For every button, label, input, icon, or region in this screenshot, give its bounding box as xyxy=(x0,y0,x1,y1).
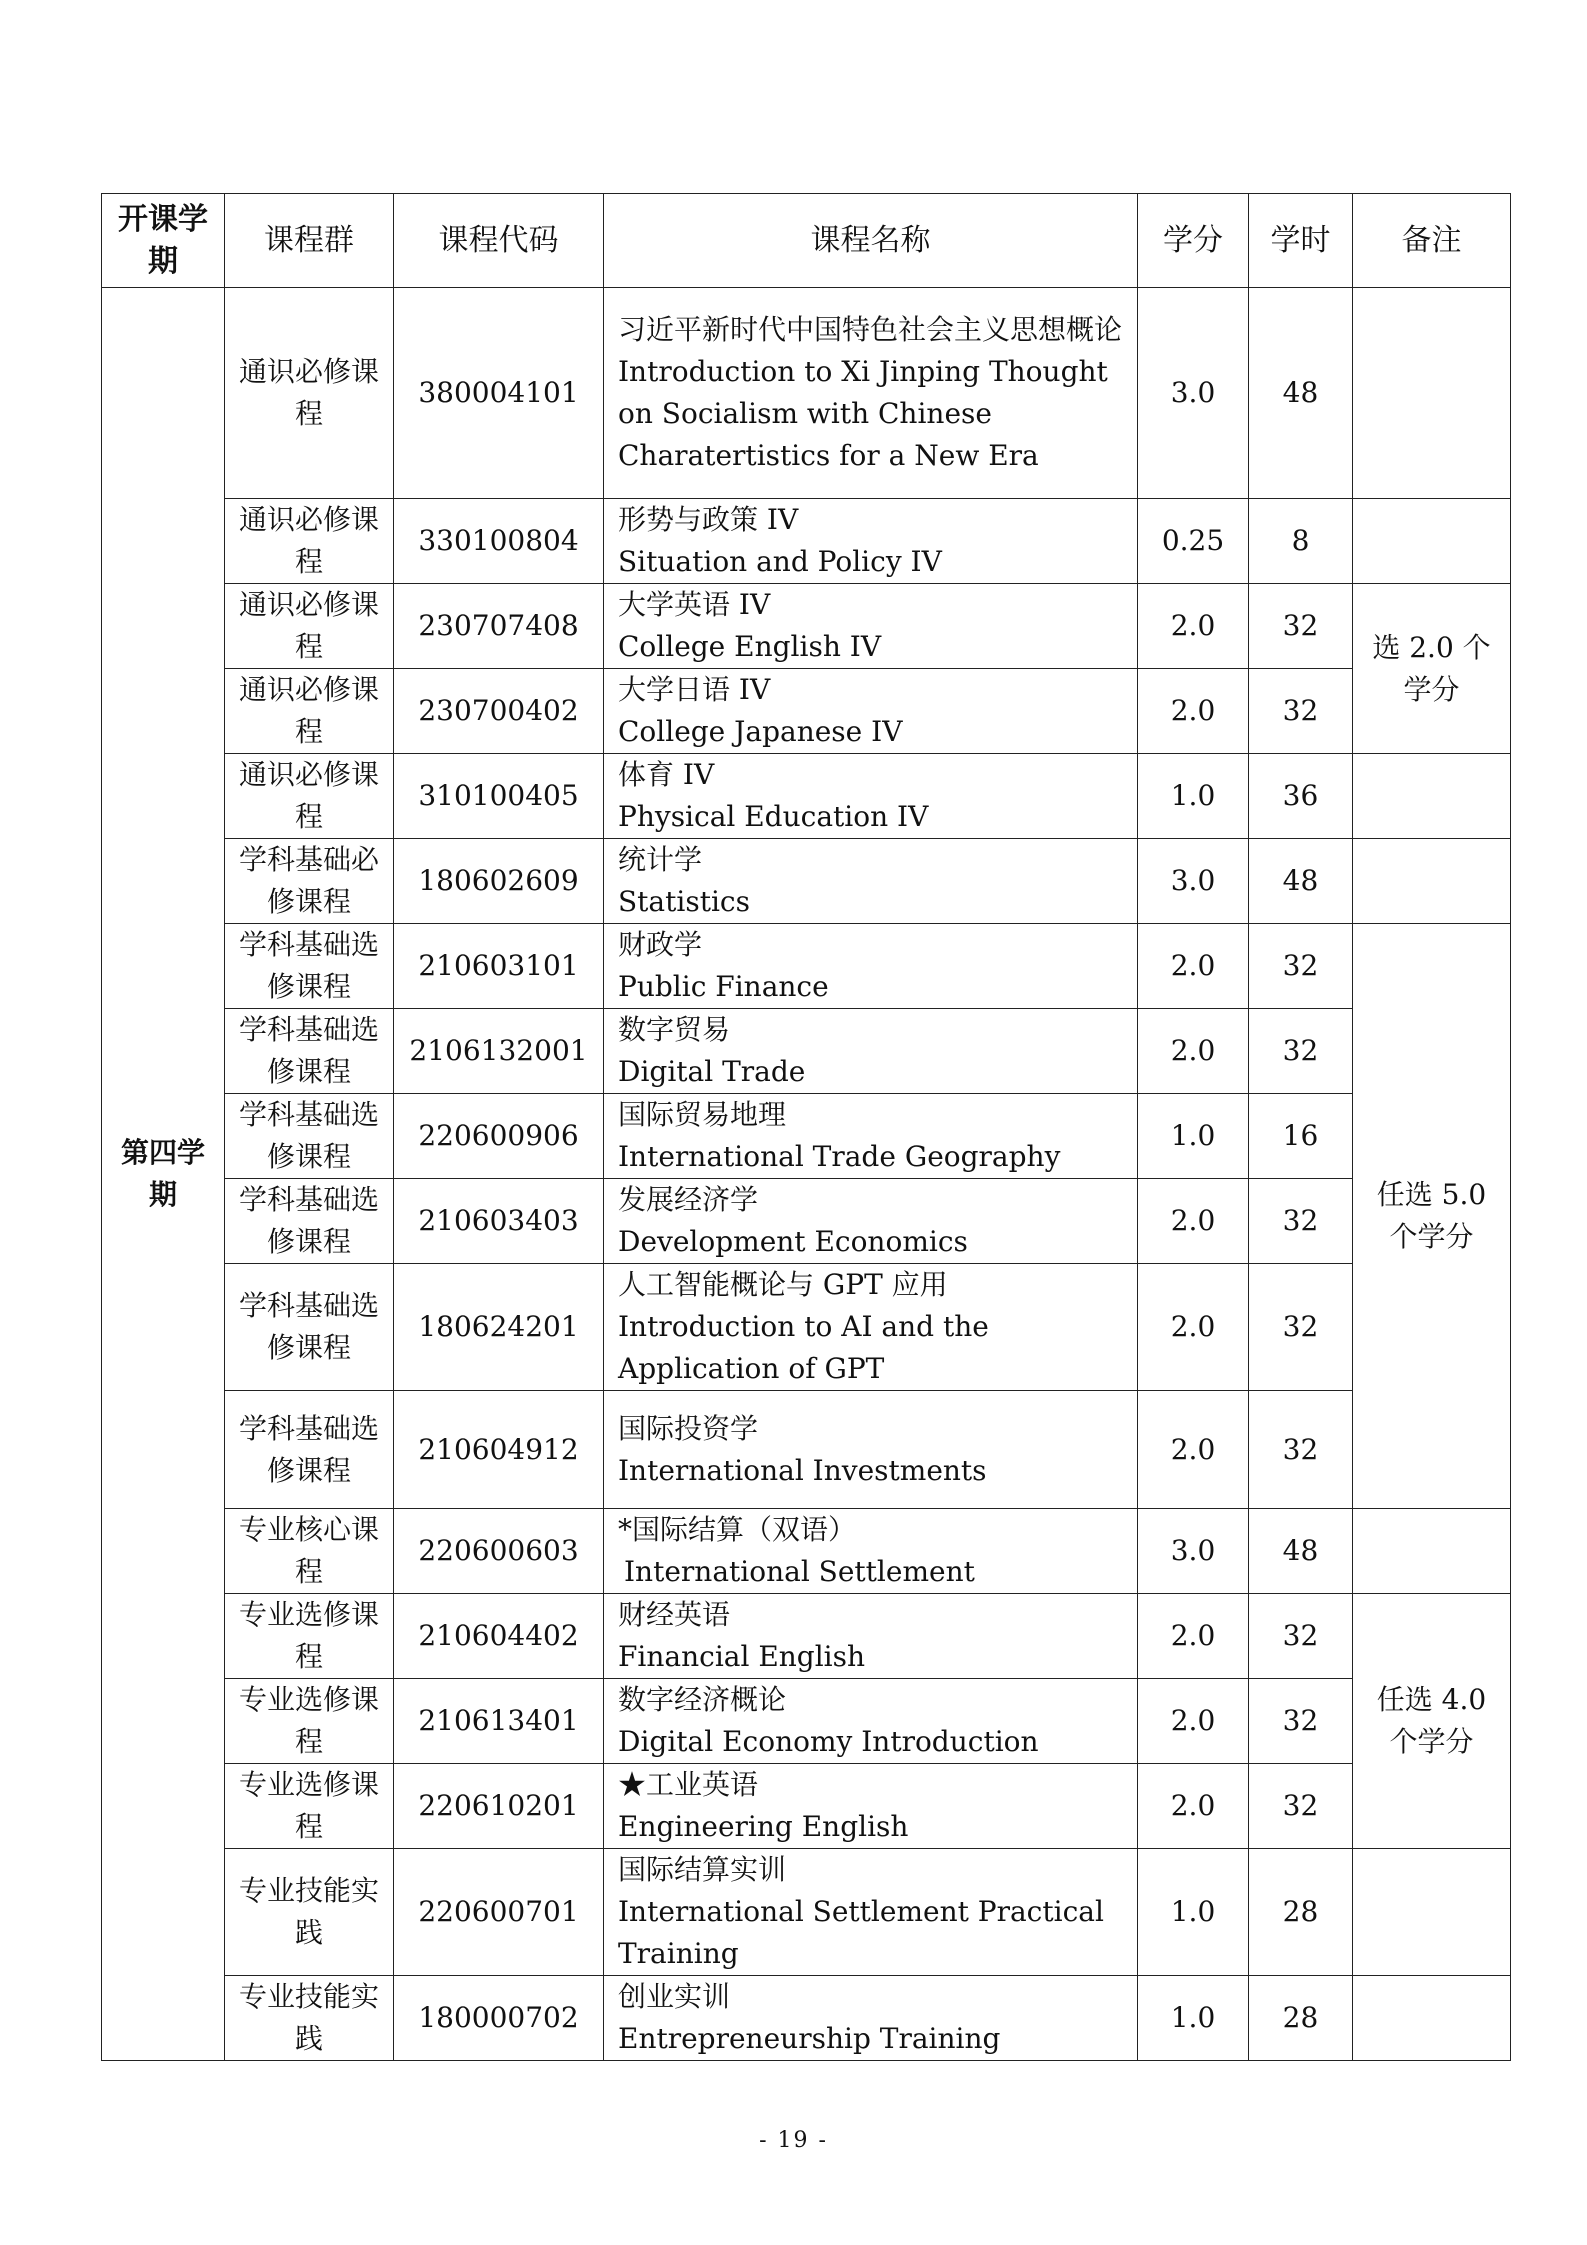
course-hours: 32 xyxy=(1249,1179,1353,1264)
course-group: 专业核心课程 xyxy=(225,1509,394,1594)
course-name-en: Entrepreneurship Training xyxy=(618,2022,1001,2055)
course-code: 230700402 xyxy=(394,669,604,754)
header-credit: 学分 xyxy=(1138,194,1249,288)
course-hours: 32 xyxy=(1249,669,1353,754)
course-code: 380004101 xyxy=(394,288,604,499)
course-name xyxy=(604,1509,1138,1594)
course-code: 180602609 xyxy=(394,839,604,924)
table-row xyxy=(102,1849,1511,1976)
course-name-zh: 大学日语 IV xyxy=(618,673,771,706)
course-name-zh: 数字贸易 xyxy=(618,1013,731,1046)
course-name xyxy=(604,584,1138,669)
course-name-zh: 数字经济概论 xyxy=(618,1683,787,1716)
table-row xyxy=(102,288,1511,499)
course-hours: 8 xyxy=(1249,499,1353,584)
course-credit: 2.0 xyxy=(1138,1009,1249,1094)
course-name xyxy=(604,1094,1138,1179)
course-credit: 2.0 xyxy=(1138,669,1249,754)
course-name-en: College Japanese IV xyxy=(618,715,903,748)
course-name-en: International Trade Geography xyxy=(618,1140,1061,1173)
course-code: 210613401 xyxy=(394,1679,604,1764)
course-code: 210603403 xyxy=(394,1179,604,1264)
table-row xyxy=(102,669,1511,754)
course-name xyxy=(604,1179,1138,1264)
course-group: 通识必修课程 xyxy=(225,754,394,839)
course-name xyxy=(604,924,1138,1009)
course-note: 任选 4.0 个学分 xyxy=(1353,1594,1511,1849)
course-group: 专业选修课程 xyxy=(225,1764,394,1849)
course-code: 210604912 xyxy=(394,1391,604,1509)
course-group: 通识必修课程 xyxy=(225,669,394,754)
course-name xyxy=(604,1009,1138,1094)
course-group: 学科基础选修课程 xyxy=(225,1391,394,1509)
course-hours: 48 xyxy=(1249,1509,1353,1594)
course-group: 学科基础选修课程 xyxy=(225,1179,394,1264)
course-name-zh: ★工业英语 xyxy=(618,1768,759,1801)
course-name-zh: 创业实训 xyxy=(618,1980,731,2013)
header-name: 课程名称 xyxy=(604,194,1138,288)
course-code: 310100405 xyxy=(394,754,604,839)
course-credit: 2.0 xyxy=(1138,584,1249,669)
course-name-en: Statistics xyxy=(618,885,750,918)
course-name-en: Financial English xyxy=(618,1640,866,1673)
course-hours: 32 xyxy=(1249,1391,1353,1509)
header-row xyxy=(102,194,1511,288)
course-hours: 32 xyxy=(1249,1009,1353,1094)
course-note xyxy=(1353,839,1511,924)
course-credit: 2.0 xyxy=(1138,1764,1249,1849)
course-group: 学科基础选修课程 xyxy=(225,924,394,1009)
page-number: - 19 - xyxy=(759,2128,828,2153)
course-hours: 32 xyxy=(1249,1679,1353,1764)
course-name-zh: 财政学 xyxy=(618,928,703,961)
course-name-zh: 人工智能概论与 GPT 应用 xyxy=(618,1268,948,1301)
header-semester: 开课学期 xyxy=(102,194,225,288)
table-row xyxy=(102,754,1511,839)
course-name-en: Introduction to AI and the Application of GPT xyxy=(618,1310,989,1385)
course-name xyxy=(604,1976,1138,2061)
course-group: 学科基础选修课程 xyxy=(225,1264,394,1391)
course-name-en: Digital Economy Introduction xyxy=(618,1725,1039,1758)
course-name-zh: 统计学 xyxy=(618,843,703,876)
course-name-en: International Settlement Practical Training xyxy=(618,1895,1104,1970)
course-name-zh: *国际结算（双语） xyxy=(618,1513,857,1546)
course-hours: 28 xyxy=(1249,1976,1353,2061)
course-name xyxy=(604,1594,1138,1679)
course-name-en: International Investments xyxy=(618,1453,987,1487)
course-note xyxy=(1353,1976,1511,2061)
course-code: 2106132001 xyxy=(394,1009,604,1094)
course-hours: 32 xyxy=(1249,584,1353,669)
course-name-zh: 发展经济学 xyxy=(618,1183,759,1216)
course-hours: 16 xyxy=(1249,1094,1353,1179)
course-note: 选 2.0 个学分 xyxy=(1353,584,1511,754)
course-credit: 2.0 xyxy=(1138,1594,1249,1679)
course-code: 180624201 xyxy=(394,1264,604,1391)
course-name-en: Digital Trade xyxy=(618,1055,806,1088)
course-credit: 1.0 xyxy=(1138,1094,1249,1179)
course-name-en: Public Finance xyxy=(618,970,829,1003)
course-name xyxy=(604,1849,1138,1976)
table-row xyxy=(102,1509,1511,1594)
course-note xyxy=(1353,1509,1511,1594)
course-group: 专业技能实践 xyxy=(225,1976,394,2061)
course-name xyxy=(604,669,1138,754)
table-row xyxy=(102,584,1511,669)
table-row xyxy=(102,924,1511,1009)
course-group: 学科基础选修课程 xyxy=(225,1009,394,1094)
course-note xyxy=(1353,499,1511,584)
course-credit: 2.0 xyxy=(1138,1679,1249,1764)
course-name xyxy=(604,288,1138,499)
course-name-zh: 体育 IV xyxy=(618,758,715,791)
course-name xyxy=(604,1764,1138,1849)
course-credit: 3.0 xyxy=(1138,839,1249,924)
course-name-zh: 国际结算实训 xyxy=(618,1853,787,1886)
course-code: 230707408 xyxy=(394,584,604,669)
course-group: 通识必修课程 xyxy=(225,499,394,584)
header-group: 课程群 xyxy=(225,194,394,288)
course-credit: 3.0 xyxy=(1138,1509,1249,1594)
course-name-zh: 形势与政策 IV xyxy=(618,503,799,536)
course-name xyxy=(604,1264,1138,1391)
course-name-zh: 国际投资学 xyxy=(618,1411,759,1445)
header-note: 备注 xyxy=(1353,194,1511,288)
course-credit: 1.0 xyxy=(1138,1849,1249,1976)
course-name xyxy=(604,499,1138,584)
semester-cell: 第四学期 xyxy=(102,288,225,2061)
course-name xyxy=(604,754,1138,839)
table-row xyxy=(102,1179,1511,1264)
course-name-en: Engineering English xyxy=(618,1810,909,1843)
course-group: 学科基础选修课程 xyxy=(225,1094,394,1179)
header-hours: 学时 xyxy=(1249,194,1353,288)
course-code: 330100804 xyxy=(394,499,604,584)
table-row xyxy=(102,1094,1511,1179)
course-credit: 2.0 xyxy=(1138,1264,1249,1391)
course-code: 210603101 xyxy=(394,924,604,1009)
course-name-zh: 国际贸易地理 xyxy=(618,1098,787,1131)
course-name xyxy=(604,839,1138,924)
course-code: 180000702 xyxy=(394,1976,604,2061)
course-name-zh: 习近平新时代中国特色社会主义思想概论 xyxy=(618,313,1123,346)
course-group: 学科基础必修课程 xyxy=(225,839,394,924)
table-row xyxy=(102,1391,1511,1509)
table-row xyxy=(102,499,1511,584)
course-hours: 48 xyxy=(1249,288,1353,499)
course-group: 专业技能实践 xyxy=(225,1849,394,1976)
header-code: 课程代码 xyxy=(394,194,604,288)
course-note xyxy=(1353,754,1511,839)
course-code: 220600906 xyxy=(394,1094,604,1179)
course-credit: 0.25 xyxy=(1138,499,1249,584)
course-name-en: Situation and Policy IV xyxy=(618,545,942,578)
course-credit: 2.0 xyxy=(1138,1391,1249,1509)
table-row xyxy=(102,1009,1511,1094)
table-row xyxy=(102,1764,1511,1849)
course-credit: 1.0 xyxy=(1138,1976,1249,2061)
course-hours: 32 xyxy=(1249,1764,1353,1849)
course-name-en: International Settlement xyxy=(624,1555,975,1588)
course-note xyxy=(1353,288,1511,499)
table-row xyxy=(102,1264,1511,1391)
course-name xyxy=(604,1391,1138,1509)
course-hours: 32 xyxy=(1249,1264,1353,1391)
course-hours: 48 xyxy=(1249,839,1353,924)
course-group: 专业选修课程 xyxy=(225,1679,394,1764)
course-note: 任选 5.0 个学分 xyxy=(1353,924,1511,1509)
course-code: 210604402 xyxy=(394,1594,604,1679)
course-table xyxy=(101,193,1511,2061)
course-group: 通识必修课程 xyxy=(225,288,394,499)
table-row xyxy=(102,1976,1511,2061)
course-group: 通识必修课程 xyxy=(225,584,394,669)
course-credit: 2.0 xyxy=(1138,924,1249,1009)
course-hours: 36 xyxy=(1249,754,1353,839)
course-name-en: Introduction to Xi Jinping Thought on Socialism with Chinese Charatertistics for a New Era xyxy=(618,355,1108,472)
course-note xyxy=(1353,1849,1511,1976)
course-credit: 1.0 xyxy=(1138,754,1249,839)
course-name xyxy=(604,1679,1138,1764)
course-name-en: College English IV xyxy=(618,630,882,663)
course-credit: 2.0 xyxy=(1138,1179,1249,1264)
course-code: 220600701 xyxy=(394,1849,604,1976)
course-code: 220610201 xyxy=(394,1764,604,1849)
course-name-en: Development Economics xyxy=(618,1225,968,1258)
course-code: 220600603 xyxy=(394,1509,604,1594)
course-name-zh: 大学英语 IV xyxy=(618,588,771,621)
course-credit: 3.0 xyxy=(1138,288,1249,499)
course-hours: 28 xyxy=(1249,1849,1353,1976)
course-group: 专业选修课程 xyxy=(225,1594,394,1679)
table-row xyxy=(102,1594,1511,1679)
course-name-en: Physical Education IV xyxy=(618,800,929,833)
course-name-zh: 财经英语 xyxy=(618,1598,731,1631)
course-hours: 32 xyxy=(1249,1594,1353,1679)
table-row xyxy=(102,839,1511,924)
table-row xyxy=(102,1679,1511,1764)
course-hours: 32 xyxy=(1249,924,1353,1009)
